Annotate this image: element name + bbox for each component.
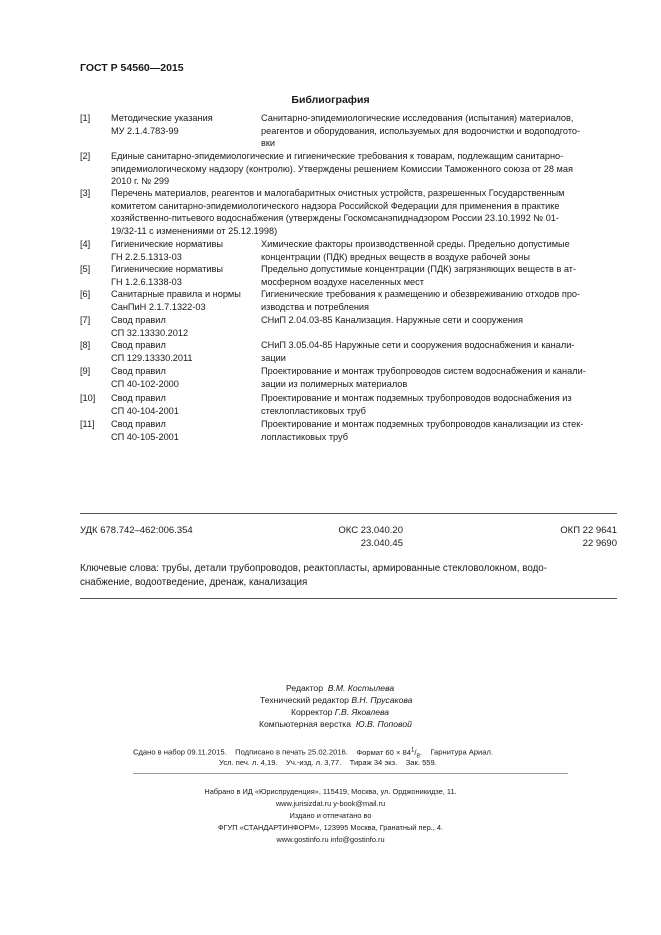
format-denominator: 8 [416,753,420,760]
entry-number: [4] [80,239,91,249]
entry-description-line: Санитарно-эпидемиологические исследования (испытания) материалов, [261,113,574,123]
imprint-run: Тираж 34 экз. [349,758,398,767]
page-header: ГОСТ Р 54560—2015 [80,62,184,74]
entry-description-line: концентрации (ПДК) вредных веществ в воздухе рабочей зоны [261,251,530,262]
entry-description-line: лопластиковых труб [261,431,348,442]
format-suffix: . [419,747,422,757]
entry-description-line: СНиП 3.05.04-85 Наружные сети и сооружения водоснабжения и канали- [261,340,575,350]
staff-editor [286,683,394,695]
format-numerator: 1 [410,747,415,753]
keywords-line-1: Ключевые слова: трубы, детали трубопроводов, реактопласты, армированные стекловолокном, водо- [80,563,547,574]
entry-source [111,339,261,364]
entry-source [111,288,261,313]
oks-code-2: 23.040.45 [360,538,403,549]
keywords-line-2: снабжение, водоотведение, дренаж, канализация [80,576,308,588]
imprint-format: Формат $60 \times 84^1/_8$. [356,747,422,760]
entry-source-line: Санитарные правила и нормы [111,289,241,299]
entry-description [261,263,617,288]
entry-description-line: Проектирование и монтаж трубопроводов систем водоснабжения и канали- [261,366,586,376]
entry-description-line: стеклопластиковых труб [261,405,366,416]
staff-tech-editor [260,695,412,707]
entry-description [261,314,617,327]
staff-layout [259,719,412,731]
entry-source-line: Свод правил [111,340,166,350]
udk-code: УДК 678.742–462:006.354 [80,525,193,536]
publisher-line-3: Издано и отпечатано во [289,811,372,820]
entry-text-line: 2010 г. № 299 [111,176,170,186]
entry-description-line: зации из полимерных материалов [261,378,408,389]
staff-role: Корректор [291,707,333,717]
entry-source-line: Методические указания [111,113,213,123]
entry-source-line: ГН 2.2.5.1313-03 [111,251,182,262]
staff-corrector [291,707,389,719]
entry-text [111,150,617,188]
entry-description [261,339,617,364]
entry-text-line: Единые санитарно-эпидемиологические и гигиенические требования к товарам, подлежащим санитарно- [111,151,564,161]
entry-description [261,238,617,263]
entry-source-line: СП 40-105-2001 [111,431,179,442]
entry-source [111,392,261,417]
entry-source-line: Гигиенические нормативы [111,239,224,249]
entry-number: [11] [80,419,95,429]
entry-number: [8] [80,340,91,350]
entry-number: [6] [80,289,91,299]
entry-source-line: Гигиенические нормативы [111,264,224,274]
publisher-line-4: ФГУП «СТАНДАРТИНФОРМ», 123995 Москва, Гранатный пер., 4. [217,823,444,832]
entry-source-line: СанПиН 2.1.7.1322-03 [111,301,206,312]
imprint-pub-sheets: Уч.-изд. л. 3,77. [286,758,342,767]
imprint-line-2 [219,757,437,770]
staff-role: Редактор [286,683,323,693]
entry-source [111,314,261,339]
entry-text-line: комитетом санитарно-эпидемиологического надзора Российской Федерации для применения в практике [111,200,560,211]
imprint-order: Зак. 559. [405,758,437,767]
entry-source [111,418,261,443]
entry-description-line: зации [261,352,286,363]
entry-source-line: СП 40-102-2000 [111,378,179,389]
okp-code-1: ОКП 22 9641 [560,525,617,536]
entry-description-line: Проектирование и монтаж подземных трубопроводов канализации из стек- [261,419,584,429]
entry-description-line: изводства и потребления [261,301,370,312]
entry-description-line: Предельно допустимые концентрации (ПДК) загрязняющих веществ в ат- [261,264,577,274]
entry-description-line: Проектирование и монтаж подземных трубопроводов водоснабжения из [261,393,572,403]
keywords [80,562,617,589]
staff-person: Г.В. Яковлева [334,707,390,717]
oks-codes [318,524,403,550]
imprint-sent: Сдано в набор 09.11.2015. [133,747,227,757]
entry-description-line: Химические факторы производственной среды. Предельно допустимые [261,239,570,249]
entry-number: [10] [80,393,96,403]
divider-bottom [80,598,617,599]
entry-number: [5] [80,264,91,274]
entry-source-line: СП 40-104-2001 [111,405,179,416]
publisher-line-1: Набрано в ИД «Юриспруденция», 115419, Москва, ул. Орджоникидзе, 11. [204,787,457,796]
entry-number: [1] [80,113,91,123]
entry-source-line: Свод правил [111,393,166,403]
staff-role: Технический редактор [260,695,349,705]
divider-imprint [133,773,568,774]
entry-text [111,187,617,237]
entry-description [261,288,617,313]
okp-code-2: 22 9690 [582,538,617,549]
staff-person: В.М. Костылева [327,683,395,693]
bibliography-title: Библиография [291,94,370,106]
oks-code-1: ОКС 23.040.20 [338,525,403,536]
imprint-typeface: Гарнитура Ариал. [430,747,494,757]
entry-number: [7] [80,315,91,325]
entry-number: [3] [80,188,91,198]
entry-description [261,365,617,390]
entry-text-line: хозяйственно-питьевого водоснабжения (утверждены Госкомсанэпиднадзором России 23.10.1992 № 01- [111,213,559,223]
entry-description [261,112,617,150]
staff-role: Компьютерная верстка [259,719,352,729]
entry-source-line: СП 129.13330.2011 [111,352,193,363]
entry-description-line: Гигиенические требования к размещению и обезвреживанию отходов про- [261,289,581,299]
entry-description-line: мосферном воздухе населенных мест [261,276,424,287]
entry-source [111,365,261,390]
entry-text-line: 19/32-11 с изменениями от 25.12.1998) [111,225,278,236]
entry-description-line: вки [261,138,276,148]
entry-source [111,263,261,288]
staff-person: В.Н. Прусакова [351,695,413,705]
entry-source-line: СП 32.13330.2012 [111,327,189,338]
entry-source [111,112,261,137]
entry-source-line: Свод правил [111,366,166,376]
okp-codes [517,524,617,550]
entry-description [261,418,617,443]
entry-source [111,238,261,263]
entry-text-line: Перечень материалов, реагентов и малогабаритных очистных устройств, разрешенных Государственным [111,188,565,198]
imprint-print-sheets: Усл. печ. л. 4,19. [219,758,278,767]
imprint-signed: Подписано в печать 25.02.2016. [235,747,348,757]
entry-description-line: СНиП 2.04.03-85 Канализация. Наружные сети и сооружения [261,315,523,325]
entry-number: [9] [80,366,91,376]
format-prefix: Формат 60 × 84 [356,747,411,757]
entry-source-line: МУ 2.1.4.783-99 [111,125,179,136]
divider-top [80,513,617,514]
entry-source-line: Свод правил [111,315,166,325]
entry-description [261,392,617,417]
entry-source-line: ГН 1.2.6.1338-03 [111,276,182,287]
entry-text-line: эпидемиологическому надзору (контролю). Утверждены решением Комиссии Таможенного союза от 28 мая [111,163,573,174]
staff-person: Ю.В. Поповой [355,719,412,729]
publisher-web-2: www.gostinfo.ru info@gostinfo.ru [276,835,385,844]
entry-description-line: реагентов и оборудования, используемых для водоочистки и водоподгото- [261,125,581,136]
entry-number: [2] [80,151,91,161]
publisher-web-1: www.jurisizdat.ru y-book@mail.ru [275,799,386,808]
entry-source-line: Свод правил [111,419,166,429]
